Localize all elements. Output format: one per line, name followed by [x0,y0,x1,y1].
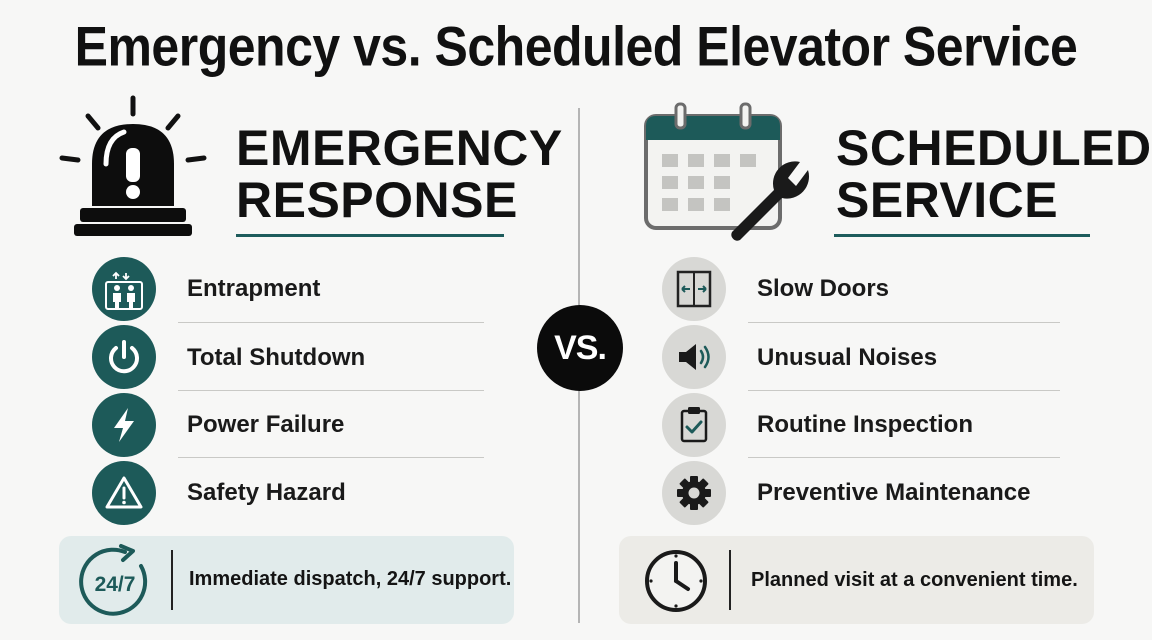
note-icon-text: 24/7 [94,573,136,596]
list-item [662,460,726,526]
item-label-routine-inspection: Routine Inspection [757,411,973,438]
elevator-passengers-icon [92,257,156,321]
scheduled-note-text: Planned visit at a convenient time. [751,569,1078,591]
gear-icon [662,461,726,525]
list-item [662,256,726,322]
siren-icon [58,94,208,245]
clock-24-7-icon [75,542,155,625]
clock-icon [643,548,709,619]
item-divider [748,390,1060,391]
scheduled-note [619,536,1094,624]
item-label-entrapment: Entrapment [187,275,321,302]
elevator-doors-icon [662,257,726,321]
scheduled-heading-underline [834,234,1090,237]
item-divider [748,457,1060,458]
note-separator [729,550,731,610]
item-label-preventive-maintenance: Preventive Maintenance [757,479,1031,506]
list-item [662,392,726,458]
item-divider [178,457,484,458]
item-label-power-failure: Power Failure [187,411,345,438]
speaker-icon [662,325,726,389]
clipboard-check-icon [662,393,726,457]
vs-badge: VS. [537,305,623,391]
list-item [92,392,156,458]
list-item [92,460,156,526]
item-label-total-shutdown: Total Shutdown [187,344,366,371]
power-icon [92,325,156,389]
emergency-heading [236,122,563,226]
calendar-wrench-icon [640,100,810,251]
emergency-note-text: Immediate dispatch, 24/7 support. [189,568,512,590]
list-item [92,256,156,322]
item-divider [748,322,1060,323]
item-divider [178,322,484,323]
emergency-note [59,536,514,624]
scheduled-heading-line1: SCHEDULED [836,120,1152,176]
emergency-heading-line1: EMERGENCY [236,120,563,176]
list-item [92,324,156,390]
scheduled-heading [836,122,1152,226]
item-label-unusual-noises: Unusual Noises [757,344,938,371]
note-separator [171,550,173,610]
page-title: Emergency vs. Scheduled Elevator Service [74,15,1078,78]
warning-icon [92,461,156,525]
emergency-heading-line2: RESPONSE [236,172,518,228]
item-divider [178,390,484,391]
lightning-icon [92,393,156,457]
item-label-slow-doors: Slow Doors [757,275,890,302]
item-label-safety-hazard: Safety Hazard [187,479,346,506]
list-item [662,324,726,390]
emergency-heading-underline [236,234,504,237]
scheduled-heading-line2: SERVICE [836,172,1059,228]
